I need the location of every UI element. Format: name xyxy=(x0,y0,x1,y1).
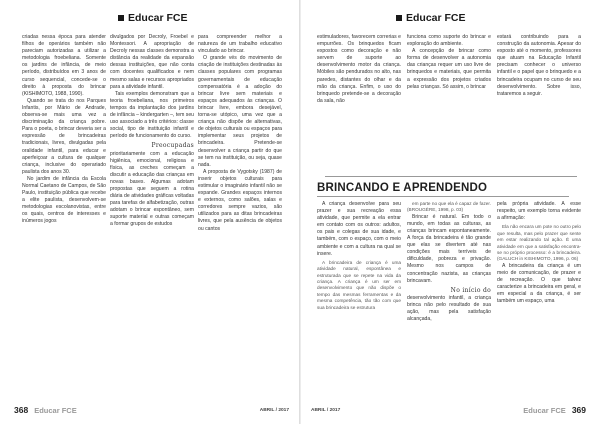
right-bottom-column-2 xyxy=(407,201,491,323)
header-square-icon xyxy=(396,15,402,21)
quote-block: Ela não encara um pote no outro pelo que resulta, mas pelo prazer que sente em estar realizando tal ação. É uma atividade em que a satisfação encontra-se no próprio processo: é a brincadeira. (GALUCH in KISHIMOTO, 1996, p. 06) xyxy=(497,224,581,262)
right-page-header xyxy=(396,11,466,25)
paragraph: funciona como suporte do brincar e exploração do ambiente. xyxy=(407,34,491,48)
header-title: Educar FCE xyxy=(128,12,188,24)
header-title: Educar FCE xyxy=(406,12,466,24)
quote-block: em parte no que ela é capaz de fazer. (BROUGÈRE, 1998, p. 03) xyxy=(407,201,491,213)
issue-date: ABRIL / 2017 xyxy=(259,407,289,413)
right-bottom-column-1 xyxy=(317,201,401,311)
paragraph: Tais exemplos demonstram que a teoria froebeliana, nos primeiros tempos da implantação dos jardins de infância – kindergarten –, tem seu uso associado a três critérios: classe social, tipo de instituição infantil e período de funcionamento do curso. xyxy=(110,90,194,140)
paragraph: Quando se trata do nos Parques Infantis, por Mário de Andrade, observa-se mais uma vez a discriminação da criança pobre. Para o poeta, o brincar deveria ser a expressão de brincadeiras tradicionais, livres, divulgadas pela oralidade infantil, para educar e aperfeiçoar a cultura de qualquer criança, inclusive do operariado paulista dos anos 30. xyxy=(22,97,106,175)
headline-rule-bottom xyxy=(317,196,569,197)
paragraph: prioritariamente com a educação higiênica, emocional, religiosa e física, as creches começam a discutir a educação das crianças em novas bases. Algumas adotam propostas que seguem a rotina diária de atividades gráficas voltadas para tarefas de alfabetização, outras adotam o brincar espontâneo, sem suporte material e outras começam a formar grupos de estudos xyxy=(110,150,194,228)
right-footer xyxy=(517,404,586,416)
paragraph: A brincadeira da criança é um meio de comunicação, de prazer e de recreação. O que talvez caracterize a brincadeira em geral, e em especial a da criança, é ser também um espaço, uma xyxy=(497,262,581,305)
paragraph: No jardim de infância da Escola Normal Caetano de Campos, de São Paulo, instituição pública que recebe a elite paulista, desenvolvem-se metodologias escolanovistas, entre os quais, centros de interesses e inúmeros jogos xyxy=(22,175,106,225)
header-square-icon xyxy=(118,15,124,21)
issue-date: ABRIL / 2017 xyxy=(311,407,341,413)
right-bottom-column-3 xyxy=(497,201,581,305)
right-top-column-3 xyxy=(497,34,581,98)
left-footer xyxy=(14,404,83,416)
paragraph: criadas nessa época para atender filhos de operários também não pareciam autorizadas a utilizar a metodologia froebeliana. Somente os jardins de infância, de meio período, distribuídos em 3 anos de curso sequencial, concede-se o direito à proposta do brincar (KISHIMOTO, 1988, 1990). xyxy=(22,34,106,97)
paragraph: A concepção de brincar como forma de desenvolver a autonomia das crianças requer um uso livre de brinquedos e materiais, que permita a expressão dos projetos criados pelas crianças. Só assim, o brincar xyxy=(407,48,491,90)
paragraph: A proposta de Vygotsky (1987) de inserir objetos culturais para estimular o imaginário infantil não se expande. Grandes espaços internos e externos, como salões, salas e corredores sempre vazios, são utilizados para as ditas brincadeiras livres, que pela ausência de objetos ou cantos xyxy=(198,168,282,232)
quote-block: A brincadeira de criança é uma atividade natural, espontânea e estruturada que se repete na vida da criança. A criança é um ser em desenvolvimento que não dispõe o tempo das mesmas ferramentas e da mesma competência, tão tão com que sua brincadeira se estrutura xyxy=(317,259,401,310)
headline-rule-top xyxy=(325,176,577,177)
right-top-column-1 xyxy=(317,34,401,105)
paragraph: desenvolvimento infantil, a criança brinca não pelo resultado de sua ação, mas pela satisfação alcançada, xyxy=(407,294,491,323)
footer-brand: Educar FCE xyxy=(34,405,77,415)
paragraph: Brincar é natural. Em todo o mundo, em todas as culturas, as crianças brincam espontaneamente. A força da brincadeira é tão grande que elas se divertem até nas condições mais terríveis de dificuldade, pobreza e privação. Mesmo nos campos de concentração nazista, as crianças brincavam. xyxy=(407,213,491,284)
left-page-header xyxy=(118,11,188,25)
left-page xyxy=(0,0,299,424)
right-footer-date xyxy=(311,404,340,416)
left-footer-date xyxy=(260,404,289,416)
right-top-column-2 xyxy=(407,34,491,91)
paragraph: divulgados por Decroly, Froebel e Montessori. A apropriação de Decroly nessas classes demonstra a distância da realidade da expansão dessas instituições, que não conta com docentes qualificados e nem mesmo salas e recursos apropriados para a atividade infantil. xyxy=(110,34,194,90)
paragraph: A criança desenvolve para seu prazer e sua recreação essa atividade, que permite a ela entrar em contato com os outros: adultos, os pais e colegas de sua idade, e também, com o espaço, com o meio ambiente e com a cultura na qual se insere. xyxy=(317,201,401,257)
footer-brand: Educar FCE xyxy=(523,405,566,415)
paragraph: estará contribuindo para a construção da autonomia. Apesar do exposto até o momento, professores que atuam na Educação Infantil precisam conhecer o universo infantil e o papel que o brinquedo e a brincadeira ocupam no curso de seu desenvolvimento. Sobre isso, trataremos a seguir. xyxy=(497,34,581,97)
left-column-2 xyxy=(110,34,194,229)
subheading: Preocupadas xyxy=(151,142,194,150)
subheading: No início do xyxy=(450,286,491,294)
paragraph: O grande vés do movimento de criação de instituições destinadas às classes populares com programas governamentais de educação compensatória é a adoção do brincar livre sem materiais e espaços adequados às crianças. O brincar livre, embora desejável, torna-se utópico, uma vez que a criança não dispõe de alternativas, de objetos culturais ou espaços para implementar seus projetos de brincadeira. Pretende-se desenvolver a criança partir do que se tem na instituição, ou seja, quase nada. xyxy=(198,55,282,168)
section-headline: BRINCANDO E APRENDENDO xyxy=(317,182,488,194)
right-page xyxy=(301,0,600,424)
paragraph: estimuladores, favorecem correrias e empurrões. Os brinquedos ficam expostos como decoração e não servem de suporte ao desenvolvimento motor da criança. Móbiles são pendurados no alto, nas paredes, distantes do olhar e da mão da criança. Enfim, o uso do brinquedo pretende-se a decoração da sala, não xyxy=(317,34,401,104)
left-column-3 xyxy=(198,34,282,233)
paragraph: pela própria atividade. A esse respeito, um exemplo torna evidente a afirmação: xyxy=(497,201,581,222)
left-column-1 xyxy=(22,34,106,226)
page-number: 369 xyxy=(571,405,586,415)
page-number: 368 xyxy=(14,405,29,415)
paragraph: para compreender melhor a natureza de um trabalho educativo vinculado ao brincar. xyxy=(198,34,282,55)
